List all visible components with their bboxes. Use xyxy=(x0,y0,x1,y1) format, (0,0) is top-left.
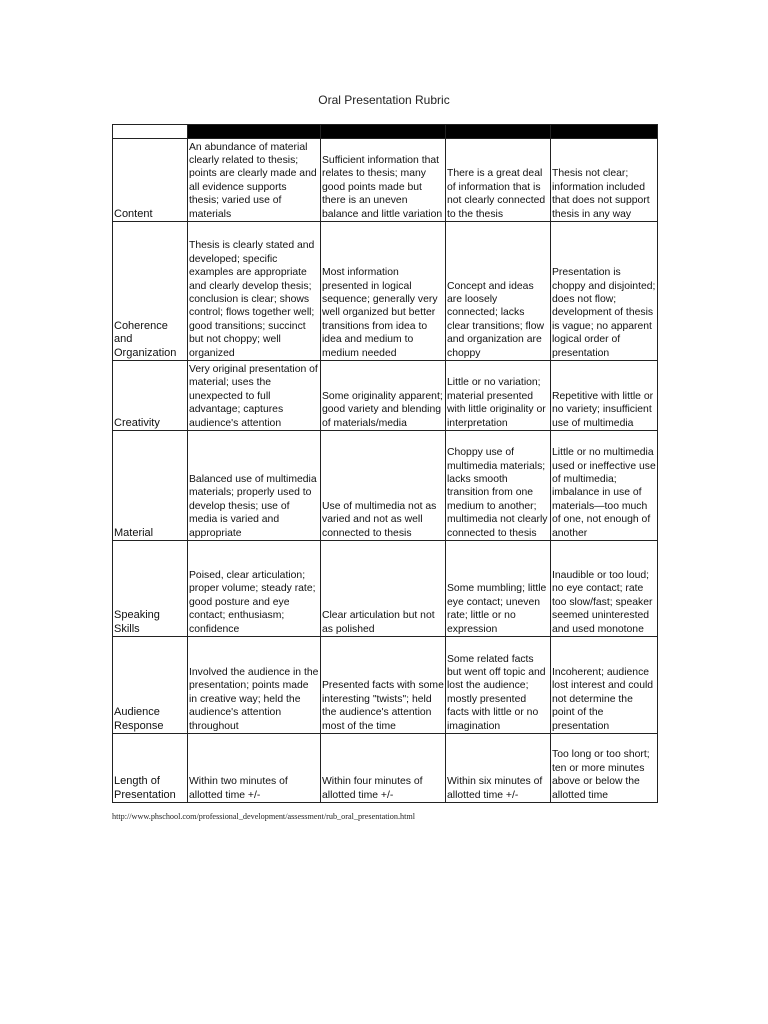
table-row xyxy=(113,541,658,637)
header-cell-criterion xyxy=(113,125,188,139)
rubric-cell: Most information presented in logical sequence; generally very well organized but better transitions from idea to idea and medium to medium needed xyxy=(321,222,446,361)
table-row xyxy=(113,361,658,431)
rubric-cell: Sufficient information that relates to thesis; many good points made but there is an uneven balance and little variation xyxy=(321,139,446,222)
rubric-cell: Concept and ideas are loosely connected; lacks clear transitions; flow and organization are choppy xyxy=(446,222,551,361)
criterion-cell: Creativity xyxy=(113,361,188,431)
criterion-cell: Speaking Skills xyxy=(113,541,188,637)
rubric-table xyxy=(112,124,658,803)
rubric-cell: Little or no variation; material presented with little originality or interpretation xyxy=(446,361,551,431)
rubric-cell: Poised, clear articulation; proper volume; steady rate; good posture and eye contact; enthusiasm; confidence xyxy=(188,541,321,637)
rubric-cell: Some mumbling; little eye contact; uneven rate; little or no expression xyxy=(446,541,551,637)
header-row xyxy=(113,125,658,139)
rubric-cell: Presented facts with some interesting "twists"; held the audience's attention most of the time xyxy=(321,637,446,734)
table-row xyxy=(113,222,658,361)
rubric-cell: Within two minutes of allotted time +/- xyxy=(188,734,321,803)
header-cell-level-3 xyxy=(446,125,551,139)
header-cell-level-2 xyxy=(321,125,446,139)
rubric-cell: Inaudible or too loud; no eye contact; rate too slow/fast; speaker seemed uninterested and used monotone xyxy=(551,541,658,637)
rubric-cell: Little or no multimedia used or ineffective use of multimedia; imbalance in use of materials—too much of one, not enough of another xyxy=(551,431,658,541)
table-row xyxy=(113,431,658,541)
rubric-cell: Within six minutes of allotted time +/- xyxy=(446,734,551,803)
table-row xyxy=(113,637,658,734)
rubric-cell: Some originality apparent; good variety and blending of materials/media xyxy=(321,361,446,431)
rubric-cell: Presentation is choppy and disjointed; does not flow; development of thesis is vague; no apparent logical order of presentation xyxy=(551,222,658,361)
page-title: Oral Presentation Rubric xyxy=(318,93,450,107)
source-url: http://www.phschool.com/professional_development/assessment/rub_oral_presentation.html xyxy=(112,812,416,821)
header-cell-level-4 xyxy=(551,125,658,139)
criterion-cell: Audience Response xyxy=(113,637,188,734)
rubric-cell: There is a great deal of information that is not clearly connected to the thesis xyxy=(446,139,551,222)
rubric-cell: Use of multimedia not as varied and not as well connected to thesis xyxy=(321,431,446,541)
header-cell-level-1 xyxy=(188,125,321,139)
rubric-cell: Thesis is clearly stated and developed; specific examples are appropriate and clearly develop thesis; conclusion is clear; shows control; flows together well; good transitions; succinct but not choppy; well organized xyxy=(188,222,321,361)
criterion-cell: Length of Presentation xyxy=(113,734,188,803)
criterion-cell: Material xyxy=(113,431,188,541)
rubric-cell: Involved the audience in the presentation; points made in creative way; held the audience's attention throughout xyxy=(188,637,321,734)
table-row xyxy=(113,139,658,222)
rubric-cell: An abundance of material clearly related to thesis; points are clearly made and all evidence supports thesis; varied use of materials xyxy=(188,139,321,222)
criterion-cell: Content xyxy=(113,139,188,222)
rubric-cell: Repetitive with little or no variety; insufficient use of multimedia xyxy=(551,361,658,431)
rubric-cell: Clear articulation but not as polished xyxy=(321,541,446,637)
rubric-cell: Balanced use of multimedia materials; properly used to develop thesis; use of media is varied and appropriate xyxy=(188,431,321,541)
rubric-cell: Choppy use of multimedia materials; lacks smooth transition from one medium to another; multimedia not clearly connected to thesis xyxy=(446,431,551,541)
table-row xyxy=(113,734,658,803)
rubric-cell: Some related facts but went off topic and lost the audience; mostly presented facts with little or no imagination xyxy=(446,637,551,734)
rubric-cell: Too long or too short; ten or more minutes above or below the allotted time xyxy=(551,734,658,803)
criterion-cell: Coherence and Organization xyxy=(113,222,188,361)
rubric-cell: Very original presentation of material; uses the unexpected to full advantage; captures audience's attention xyxy=(188,361,321,431)
rubric-cell: Incoherent; audience lost interest and could not determine the point of the presentation xyxy=(551,637,658,734)
rubric-cell: Within four minutes of allotted time +/- xyxy=(321,734,446,803)
rubric-cell: Thesis not clear; information included that does not support thesis in any way xyxy=(551,139,658,222)
